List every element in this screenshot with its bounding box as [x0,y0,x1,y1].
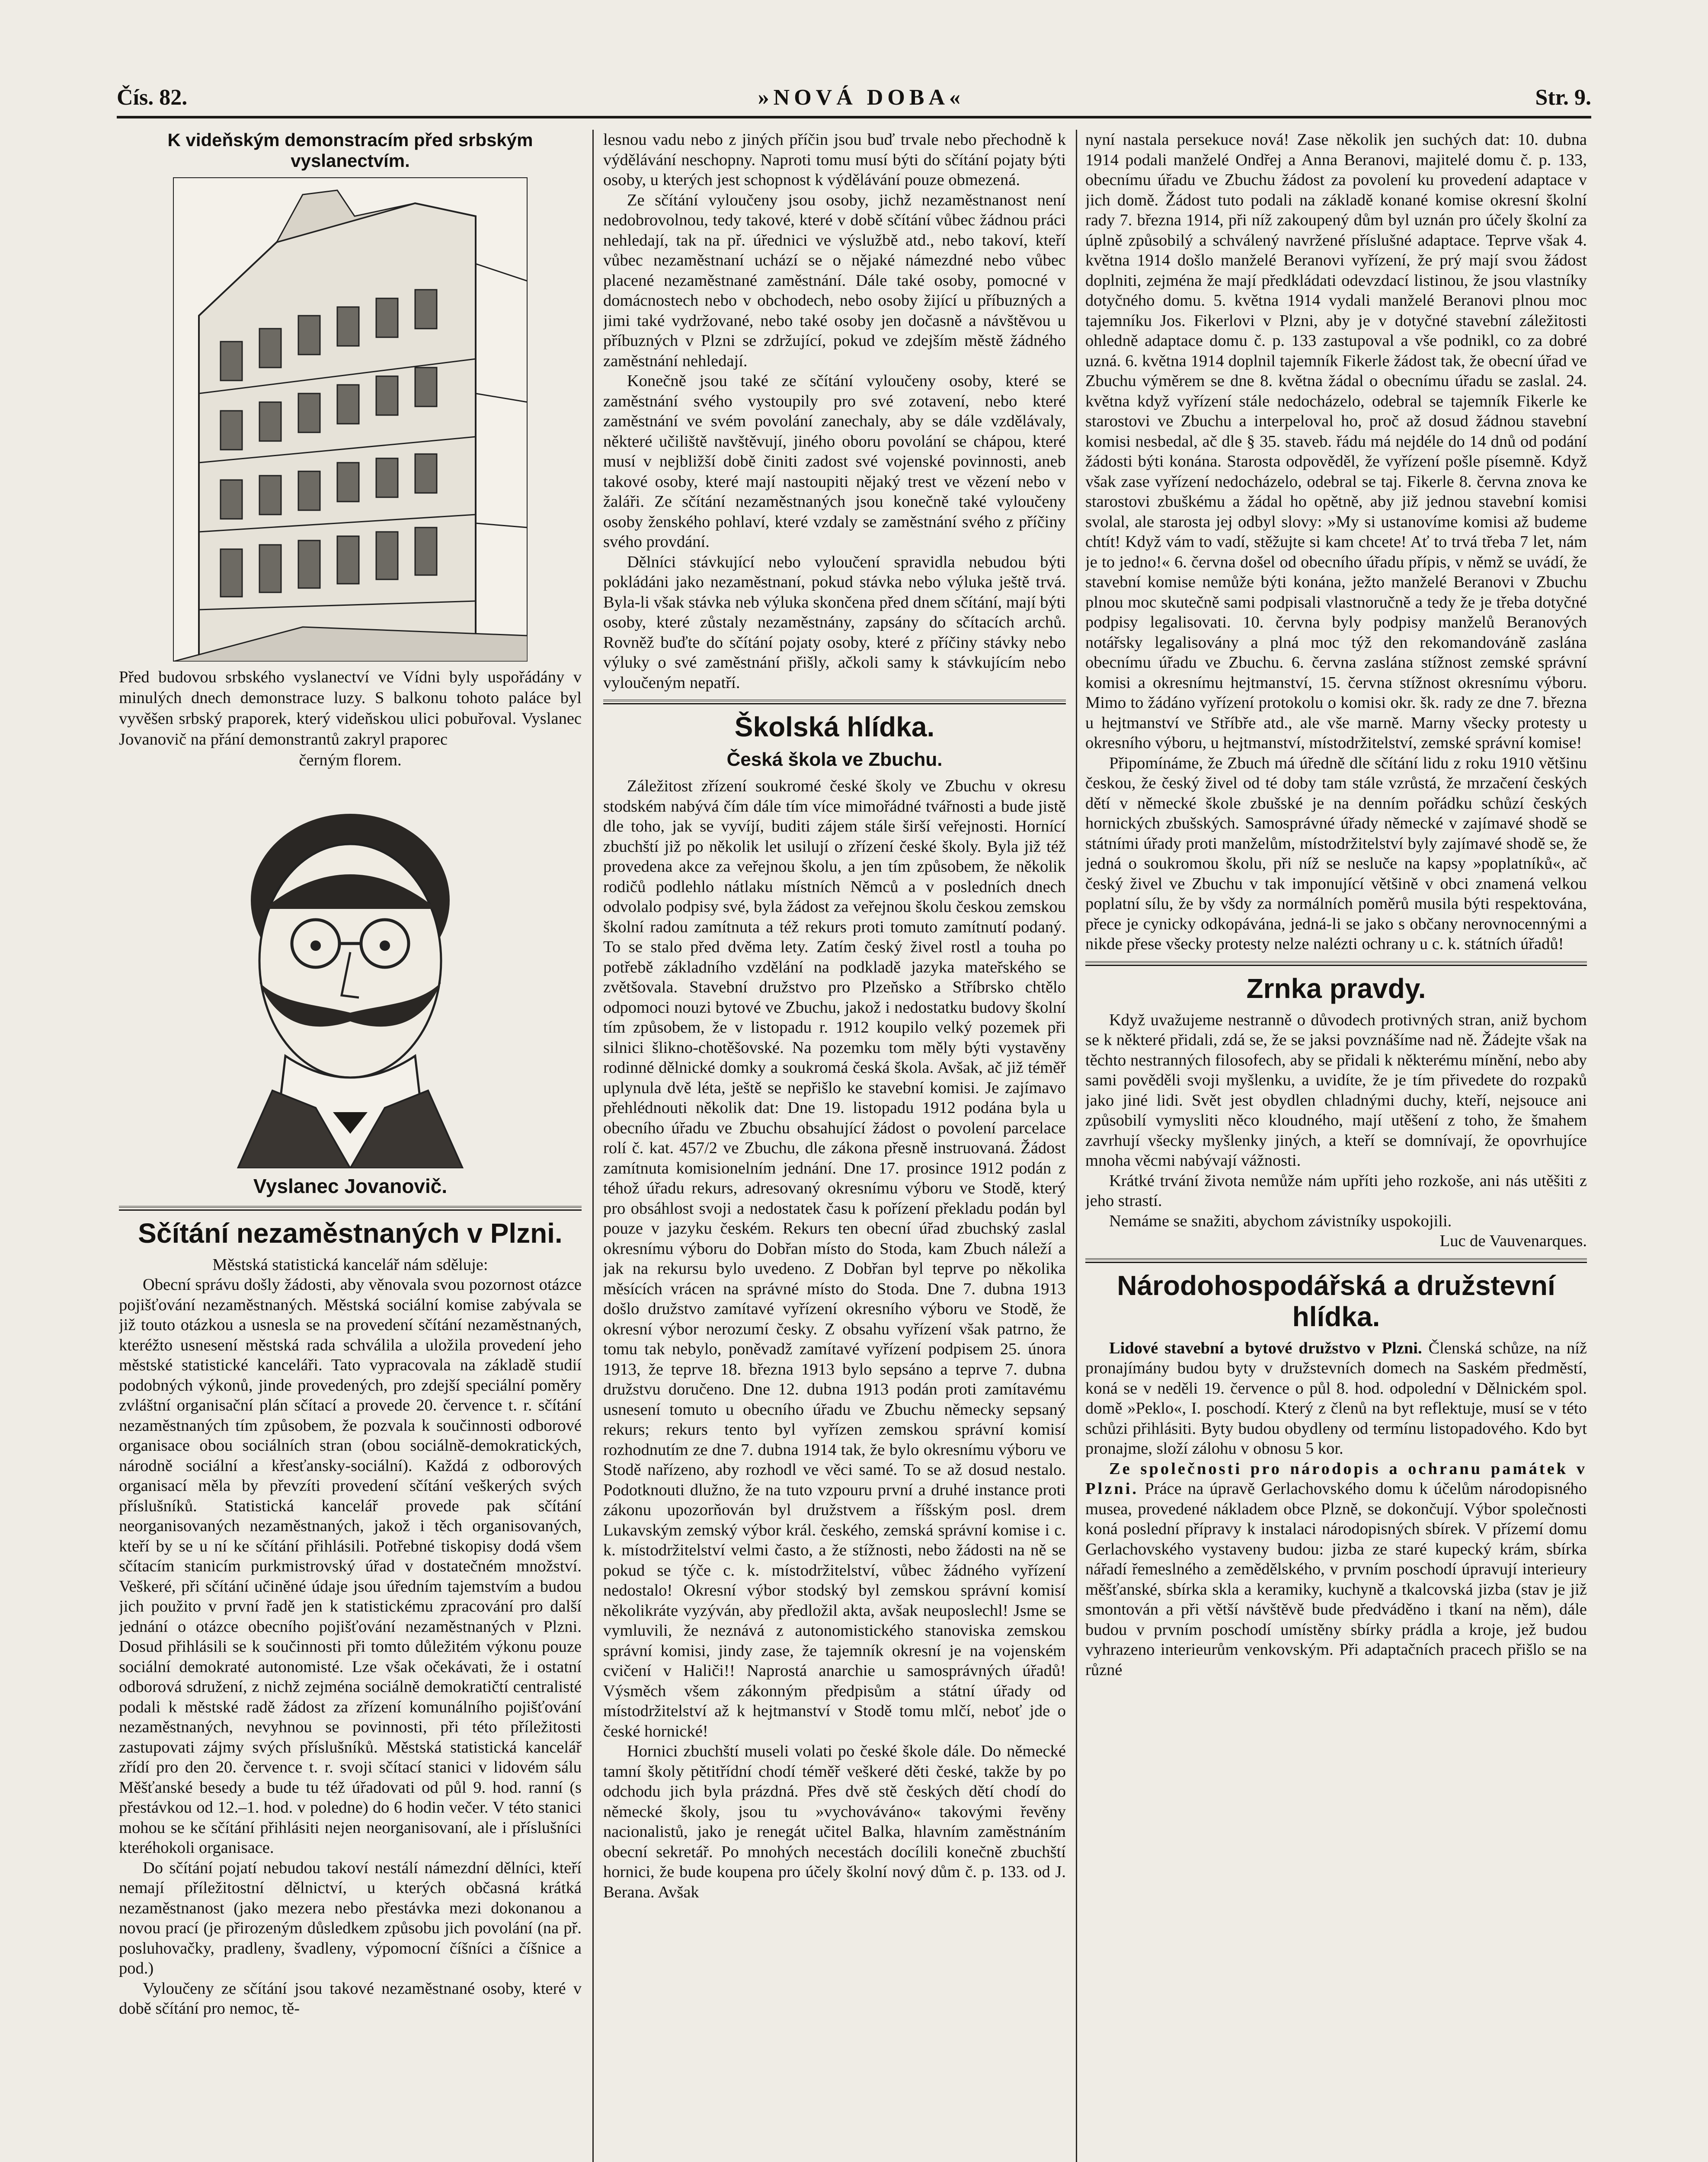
section-divider [119,1206,582,1211]
grain-paragraph-1: Když uvažujeme nestranně o důvodech protivných stran, aniž bychom se k některé přidali, zdá se, že se jaksi povznášíme nad ně. Žádejte však na těchto nestranných filosofech, aby se přidali k některému mínění, nebo aby sami pověděli svoji myšlenku, a uvidíte, že je tím přivedete do rozpaků jako jiné lidi. Svět jest obydlen chladnými duchy, kteří, nejsouce ani způsobilí vymysliti něco kloudného, mají utěšení z toho, že šmahem zavrhují všecky myšlenky jiných, a kteří se domnívají, že opovrhujíce mnoha věcmi nabývají vážnosti. [1085,1011,1587,1170]
embassy-building-illustration [173,177,528,662]
portrait-caption: Vyslanec Jovanovič. [253,1175,448,1197]
grain-section-title: Zrnka pravdy. [1246,972,1426,1004]
cooperative-lead: Lidové stavební a bytové družstvo v Plzni. [1109,1339,1422,1357]
header-rule [117,116,1591,118]
census-paragraph-3: Vyloučeny ze sčítání jsou takové nezaměstnané osoby, které v době sčítání pro nemoc, tě- [119,1979,582,2018]
school-paragraph-2: Hornici zbuchští museli volati po české škole dále. Do německé tamní školy pětitřídní chodí téměř veškeré děti české, takže by po odchodu jich byla prázdná. Přes dvě stě českých dětí chodí do německé školy, jsou tu »vychováváno« takovými řevěny nacionalistů, jako je renegát učitel Balka, hlavním zaměstnáním obecní sekretář. Po mnohých necestách docílili konečně zbuchští hornici, že bude koupena pro účely školní nový dům č. p. 133. od J. Berana. Avšak [603,1742,1066,1901]
school-continued-1: nyní nastala persekuce nová! Zase několik jen suchých dat: 10. dubna 1914 podali manželé Ondřej a Anna Beranovi, majitelé domu č. p. 133, obecnímu úřadu ve Zbuchu žádost za povolení ku provedení adaptace v jich domě. Žádost tuto podali na základě konané komise okresní školní rady 7. března 1914, při níž zakoupený dům byl uznán pro účely školní za úplně způsobilý a schválený navržené příslušné adaptace. Teprve však 4. května 1914 došlo manželé Beranovi vyřízení, že prý mají svou žádost doplniti, zejména že mají předkládati odevzdací listinou, že jsou vlastníky dotyčného domu. 5. května 1914 vydali manželé Beranovi plnou moc tajemníku Jos. Fikerlovi v Plzni, aby je v dotyčné stavební záležitosti ohledně adaptace domu č. p. 133 zastupoval a vše podnikl, co za dobré uzná. 6. května 1914 doplnil tajemník Fikerle žádost tak, že obecní úřad ve Zbuchu výměrem se dne 8. května žádal o obecnímu úřadu se zaslal. 24. května když vyřízení stále nedocházelo, odebral se tajemník Fikerle ke starostovi ve Zbuchu a interpeloval ho, proč až dosud žádnou stavební komisi nesbedal, ač dle § 35. staveb. řádu má nejdéle do 14 dnů od podání žádosti býti konána. Starosta odpověděl, že vyřízení pošle písemně. Když však zase vyřízení nedocházelo, odebral se taj. Fikerle 8. června znova ke starostovi zbuškému a žádal ho opětně, aby již jednou stavební komisi svolal, ale starosta jej odbyl slovy: »My si ustanovíme komisi až budeme chtít! Když vám to vadí, stěžujte si kam chcete! Ať to trvá třeba 7 let, nám je to jedno!« 6. června došel od obecního úřadu přípis, v němž se uvádí, že stavební komise nemůže býti konána, ježto manželé Beranovi v Zbuchu plnou moc skutečně sami podpisali vlastnoručně a tedy že je třeba dotyčné podpisy legalisovati. 10. června byly podpisy manželů Beranových notářsky legalisovány a plná moc týž den rekomandováně zaslána obecnímu úřadu ve Zbuchu. 6. června zaslána stížnost zemské správní komisi a okresnímu hejtmanství, 15. června stížnost okresnímu výboru. Mimo to žádáno vyřízení protokolu o komisi okr. šk. rady ze dne 7. března u hejtmanství ve Stříbře atd., ale vše marně. Marny všecky protesty u okresního výboru, u hejtmanství, místodržitelství, zemské správní komise! [1085,131,1587,752]
section-divider [603,700,1066,704]
grain-paragraph-2: Krátké trvání života nemůže nám upříti jeho rozkoše, ani nás utěšiti z jeho strastí. [1085,1171,1587,1210]
census-continued-3: Konečně jsou také ze sčítání vyloučeny osoby, které se zaměstnání svého vystoupily pro své zotavení, nebo které zaměstnání ve svém povolání zanechaly, aby se dále vzdělávaly, některé učiliště navštěvují, jiného oboru povolání se chápou, které musí v nejbližší době činiti zadost své vojenské povinnosti, aneb takové osoby, které mají nastoupiti nějaký trest ve vězení nebo v žaláři. Ze sčítání nezaměstnaných jsou konečně také vyloučeny osoby ženského pohlaví, které vzdaly se zaměstnání svého z příčiny svého provdání. [603,372,1066,551]
page-number: Str. 9. [1535,85,1591,110]
ethnography-text: Práce na úpravě Gerlachovského domu k účelům národopisného musea, provedené nákladem obce Plzně, se dokončují. Výbor společnosti koná poslední přípravy k instalaci národopisných sbírek. V přízemí domu Gerlachovského vystaveny budou: jizba ze staré kupecký krám, sbírka nářadí řemeslného a zemědělského, v prvním poschodí úpravují interieury měšťanské, sbírka skla a keramiky, kuchyně a tkalcovská jizba (stav je již smontován a při větší návštěvě bude předváděno i tkaní na něm), dále budou v prvním poschodí umístěny sbírky prádla a kroje, jež budou vyhrazeno interieurům venkovským. Při adaptačních pracech přišlo se na různé [1085,1480,1587,1679]
census-paragraph-2: Do sčítání pojatí nebudou takoví nestálí námezdní dělníci, kteří nemají příležitostní dělnictví, u kterých občasná krátká nezaměstnanost (jako mezera nebo přestávka mezi dokonanou a novou prací (je přirozeným důsledkem způsobu jich povolání (na př. posluhovačky, pradleny, švadleny, výpomocní číšníci a číšnice a pod.) [119,1858,582,1977]
building-caption: Před budovou srbského vyslanectví ve Vídni byly uspořádány v minulých dnech demonstrace luzy. S balkonu tohoto paláce byl vyvěšen srbský praporek, který videňskou ulici pobuřoval. Vyslanec Jovanovič na přání demonstrantů zakryl praporec černým florem. [119,668,582,769]
school-section-title: Školská hlídka. [734,711,935,742]
building-article-title: K videňským demonstracím před srbským vyslanectvím. [167,130,533,171]
column-3 [1085,130,1587,2162]
school-continued-2: Připomínáme, že Zbuch má úředně dle sčítání lidu z roku 1910 většinu českou, že český živel od té doby tam stále vzrůstá, že mrzačení českých dětí v německé škole zbušské je na denním pořádku schůzí českých hornických zbušských. Samosprávné úřady německé v zajímavé shodě se státními úřady proti manželům, místodržitelství byly zajímavé shodě se, že jedná o soukromou školu, při níž se nesluče na kapsy »poplatníků«, ač český živel ve Zbuchu v tak imponující většině v obci znamená velkou poplatní sílu, že by všdy za normálních poměrů musila býti respektována, přece je cynicky odkopávána, jedná-li se jako s občany nerovnocennými a nikde přese všecky protesty nelze nalézti ochrany u c. k. státních úřadů! [1085,754,1587,953]
census-article-title: Sčítání nezaměstnaných v Plzni. [138,1217,563,1249]
section-divider [1085,961,1587,966]
column-2 [603,130,1066,2162]
column-rule-1 [592,130,594,2162]
cooperative-text: Členská schůze, na níž pronajímány budou byty v družstevních domech na Saském předměstí, koná se v neděli 19. července o půl 8. hod. odpolední v Dělnickém spol. domě »Peklo«, I. poschodí. Který z členů na byt reflektuje, musí se v této schůzi přihlásiti. Byty budou obydleny od termínu listopadového. Kdo byt pronajme, složí zálohu v obnosu 5 kor. [1085,1339,1587,1458]
column-1 [119,130,582,2162]
masthead: »NOVÁ DOBA« [758,85,965,110]
census-continued-2: Ze sčítání vyloučeny jsou osoby, jichž nezaměstnanost není nedobrovolnou, tedy takové, které v době sčítání vůbec žádnou práci nehledají, tak na př. úřednici ve výslužbě atd., nebo takoví, kteří vůbec nezaměstnaní uchází se o nějaké námezdné nebo vůbec placené nezaměstnané zaměstnání. Dále také osoby, pomocné v domácnostech nebo v obchodech, nebo osoby žijící u příbuzných a jimi také vydržované, nebo také osoby jen dočasně a návštěvou u příbuzných v Plzni se zdržující, pokud ve zdejším městě žádného zaměstnání nehledají. [603,191,1066,370]
census-lead: Městská statistická kancelář nám sděluje: [212,1255,488,1274]
section-divider [1085,1258,1587,1263]
cooperative-paragraph [1085,1338,1587,1459]
school-paragraph-1: Záležitost zřízení soukromé české školy ve Zbuchu v okresu stodském nabývá čím dále tím více mimořádné tvářnosti a bude jistě dle toho, jak se vyvíjí, buditi zájem stále širší veřejnosti. Hornící zbuchští již po několik let usilují o zřízení české školy. Byla již též provedena akce za veřejnou školu, a jen tím způsobem, že několik rodičů podlehlo nátlaku místních Němců a v posledních dnech odvolalo podpisy své, byla žádost za veřejnou školu českou zemskou školní radou zamítnuta a též rekurs proti tomuto zamítnutí podaný. To se stalo před dvěma lety. Zatím český živel rostl a touha po potřebě základního vzdělání na podkladě jazyka mateřského se zvětšovala. Stavební družstvo pro Plzeňsko a Stříbrsko chtělo odpomoci nouzi bytové ve Zbuchu, jakož i nedostatku budovy školní tím způsobem, že v listopadu r. 1912 koupilo velký pozemek při silnici šlikno-chotěšovské. Na pozemku tom měly býti vystavěny rodinné dělnické domky a soukromá česká škola. Avšak, ač již téměř uplynula dvě léta, ještě se nepřišlo ke stavební komisi. Je zajímavo přehlédnouti několik dat: Dne 19. listopadu 1912 podána byla u obecního úřadu ve Zbuchu obsahující žádost o povolení parcelace rolí č. kat. 457/2 ve Zbuchu, dle zákona přesně instruovaná. Žádost zamítnuta komisionelním jednání. Dne 17. prosince 1912 podán z téhož úřadu rekurs, adresovaný okresnímu výboru ve Stodě, který pro obsáhlost svoji a nedostatek času k pořízení překladu podán byl pouze v jazyku českém. Rekurs ten obecní úřad zbuchský zaslal okresnímu výboru do Dobřan místo do Stoda, kam Zbuch náleží a jak na rekursu bylo uvedeno. Z Dobřan byl teprve po několika měsících vrácen na správné místo do Stoda. Dne 7. dubna 1913 došlo družstvo zamítavé vyřízení okresního výboru ve Stodě, že okresní výbor nerozumí česky. Z obsahu vyřízení však patrno, že tomu tak nebylo, poněvadž zamítavé vyřízení podpisem 25. února 1913, že teprve 18. března 1913 bylo sepsáno a teprve 7. dubna družstvu doručeno. Dne 12. dubna 1913 podán proti zamítavému usnesení tomuto u obecního úřadu ve Zbuchu německy sepsaný rekurs; rekurs tento byl vyřízen zemskou správní komisí rozhodnutím ze dne 7. dubna 1914 tak, že bylo okresnímu výboru ve Stodě nařízeno, aby rozhodl ve věci samé. To se až dosud nestalo. Podotknouti dlužno, že na tuto vzpouru první a druhé instance proti zákonu upozorňován byl družstvem a říšským posl. drem Lukavským zemský výbor král. českého, zemská správní komise i c. k. místodržitelství velmi často, a že stížnosti, nebo žádosti na ně se pokud se týče c. k. místodržitelství, vůbec žádného vyřízení nedostalo! Okresní výbor stodský byl zemskou správní komisí několikráte vyzýván, aby předložil akta, avšak neuposlechl! Jsme se vymluvili, že neznává z autonomistického stanoviska zemskou správní komisi, jindy zase, že tajemník okresní je na vojenském cvičení v Haliči!! Naprostá anarchie u samosprávných úřadů! Výsměch všem zákonným předpisům a státní úřady od místodržitelství až k hejtmanství v Stodě tomu mlčí, neboť jde o české hornické! [603,777,1066,1740]
ethnography-lead: Ze společnosti pro národopis a ochranu památek v Plzni. [1085,1459,1587,1498]
ambassador-portrait [186,779,515,1168]
census-continued-1: lesnou vadu nebo z jiných příčin jsou buď trvale nebo přechodně k výdělávání neschopny. Naproti tomu musí býti do sčítání pojaty býti osoby, u kterých jest schopnost k výdělávání pouze obmezená. [603,131,1066,189]
census-paragraph-1: Obecní správu došly žádosti, aby věnovala svou pozornost otázce pojišťování nezaměstnaných. Městská sociální komise zabývala se již touto otázkou a usnesla se na provedení sčítání nezaměstnaných, kteréžto usnesení městská rada schválila a uložila provedení jeho městské statistické kanceláři. Tato vypracovala na základě studií podobných výkonů, jinde provedených, pro zdejší speciální poměry zvláštní organisační plán sčítací a provede 20. července t. r. sčítání nezaměstnaných tím způsobem, že pozvala k součinnosti odborové organisace obou sociálních stran (obou sociálně-demokratických, národně sociální a křesťansky-sociální). Každá z odborových organisací měla by převzíti provedení sčítání veškerých svých příslušníků. Statistická kancelář provede pak sčítání neorganisovaných nezaměstnaných, jakož i těch organisovaných, kteří by se u ní ke sčítání přihlásili. Potřebné tiskopisy dodá všem sčítacím stanicím purkmistrovský úřad v dostatečném množství. Veškeré, při sčítání učiněné údaje jsou úředním tajemstvím a budou jich použito v první řadě jen k statistickému zpracování pro další jednání o otázce obecního pojišťování nezaměstnaných v Plzni. Dosud přihlásili se k součinnosti při tomto důležitém výkonu pouze sociální demokraté autonomisté. Lze však očekávati, že i ostatní odborová sdružení, z nichž zejména sociálně demokratičtí centralisté podali k městské radě žádost za zřízení komunálního pojišťování nezaměstnaných, nevyhnou se povinnosti, při této příležitosti zastupovati zájmy svých příslušníků. Městská statistická kancelář zřídí pro den 20. července t. r. svoji sčítací stanici v lidovém sálu Měšťanské besedy a bude tu též úřadovati od půl 9. hod. ranní (s přestávkou od 12.–1. hod. v poledne) do 6 hodin večer. V této stanici mohou se ke sčítání přihlásiti nejen neorganisovaní, ale i příslušníci kteréhokoli organisace. [119,1276,582,1857]
issue-number: Čís. 82. [117,85,188,110]
school-article-subtitle: Česká škola ve Zbuchu. [726,749,943,770]
column-rule-2 [1076,130,1077,2162]
census-continued-4: Dělníci stávkující nebo vyloučení spravidla nebudou býti pokládáni jako nezaměstnaní, pokud stávka nebo výluka ještě trvá. Byla-li však stávka neb výluka skončena před dnem sčítání, mají býti osoby, které zůstaly nezaměstnány, zapsány do sčítacích archů. Rovněž buďte do sčítání pojaty osoby, které z příčiny stávky nebo výluky o své zaměstnání přišly, ačkoli samy k stávkujícím nebo vyloučeným nepatří. [603,553,1066,692]
ethnography-paragraph [1085,1459,1587,1680]
economic-section-title: Národohospodářská a družstevní hlídka. [1117,1270,1555,1332]
grain-signature: Luc de Vauvenarques. [1439,1232,1587,1250]
page-header [117,82,1591,112]
grain-paragraph-3: Nemáme se snažiti, abychom závistníky uspokojili. [1109,1212,1452,1230]
